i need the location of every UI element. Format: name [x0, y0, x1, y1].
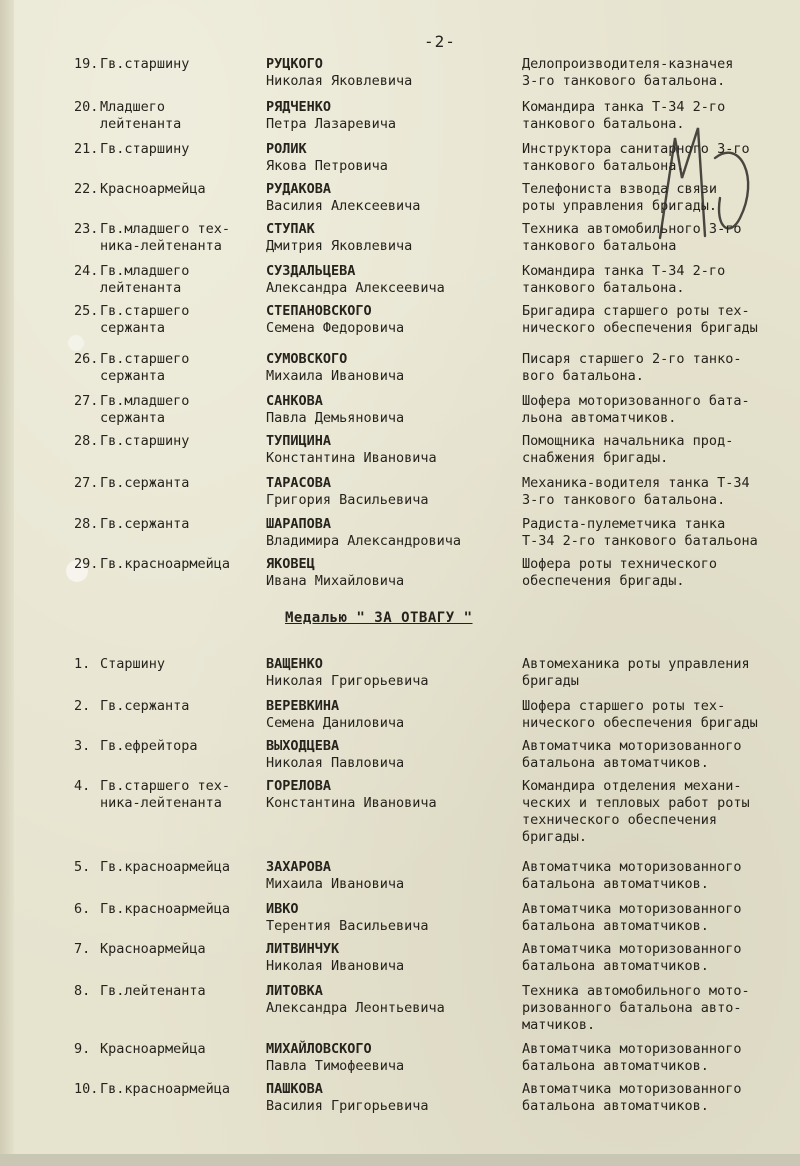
- rank-line-1: Гв.старшину: [100, 56, 190, 72]
- rank-line-1: Гв.старшего: [100, 351, 190, 367]
- given-names: Константина Ивановича: [266, 795, 437, 811]
- item-number: 23.: [74, 221, 99, 237]
- given-names: Семена Даниловича: [266, 715, 405, 731]
- position-line-1: Писаря старшего 2-го танко-: [522, 351, 742, 367]
- position-line-1: Радиста-пулеметчика танка: [522, 516, 726, 532]
- surname: ЛИТОВКА: [266, 983, 323, 999]
- position-line-1: Делопроизводителя-казначея: [522, 56, 734, 72]
- list-item: [0, 655, 800, 703]
- list-item: [0, 940, 800, 988]
- item-number: 7.: [74, 941, 91, 957]
- position-line-2: льона автоматчиков.: [522, 410, 677, 426]
- rank-line-1: Гв.старшину: [100, 433, 190, 449]
- position-line-2: бригады: [522, 673, 579, 689]
- surname: ТАРАСОВА: [266, 475, 332, 491]
- rank-line-1: Гв.сержанта: [100, 475, 190, 491]
- list-item: [0, 982, 800, 1033]
- position-line-1: Автоматчика моторизованного: [522, 901, 742, 917]
- given-names: Николая Яковлевича: [266, 73, 413, 89]
- surname: САНКОВА: [266, 393, 323, 409]
- given-names: Михаила Ивановича: [266, 876, 405, 892]
- position-line-2: танкового батальона.: [522, 280, 685, 296]
- item-number: 27.: [74, 475, 99, 491]
- position-line-2: нического обеспечения бригады: [522, 320, 758, 336]
- item-number: 4.: [74, 778, 91, 794]
- rank-line-1: Гв.младшего: [100, 393, 190, 409]
- rank-line-2: сержанта: [100, 368, 166, 384]
- rank-line-1: Гв.красноармейца: [100, 556, 231, 572]
- position-line-2: 3-го танкового батальона.: [522, 73, 726, 89]
- rank-line-1: Гв.сержанта: [100, 516, 190, 532]
- position-line-1: Техника автомобильного мото-: [522, 983, 750, 999]
- surname: СТУПАК: [266, 221, 315, 237]
- position-line-1: Командира танка Т-34 2-го: [522, 263, 726, 279]
- rank-line-1: Старшину: [100, 656, 166, 672]
- list-item: [0, 55, 800, 103]
- given-names: Александра Леонтьевича: [266, 1000, 445, 1016]
- position-line-1: Шофера моторизованного бата-: [522, 393, 750, 409]
- position-line-1: Автоматчика моторизованного: [522, 1081, 742, 1097]
- item-number: 10.: [74, 1081, 99, 1097]
- given-names: Константина Ивановича: [266, 450, 437, 466]
- item-number: 3.: [74, 738, 91, 754]
- rank-line-1: Младшего: [100, 99, 166, 115]
- item-number: 26.: [74, 351, 99, 367]
- position-line-2: батальона автоматчиков.: [522, 755, 709, 771]
- page-number: -2-: [424, 32, 456, 51]
- item-number: 24.: [74, 263, 99, 279]
- given-names: Терентия Васильевича: [266, 918, 429, 934]
- item-number: 19.: [74, 56, 99, 72]
- position-line-2: обеспечения бригады.: [522, 573, 685, 589]
- position-line-2: батальона автоматчиков.: [522, 876, 709, 892]
- position-line-3: матчиков.: [522, 1017, 596, 1033]
- list-item: [0, 858, 800, 906]
- surname: МИХАЙЛОВСКОГО: [266, 1041, 372, 1057]
- position-line-1: Бригадира старшего роты тех-: [522, 303, 750, 319]
- rank-line-1: Гв.красноармейца: [100, 901, 231, 917]
- rank-line-2: сержанта: [100, 410, 166, 426]
- item-number: 29.: [74, 556, 99, 572]
- rank-line-1: Красноармейца: [100, 181, 206, 197]
- rank-line-1: Гв.младшего тех-: [100, 221, 231, 237]
- item-number: 27.: [74, 393, 99, 409]
- given-names: Николая Ивановича: [266, 958, 405, 974]
- surname: СУЗДАЛЬЦЕВА: [266, 263, 356, 279]
- position-line-2: ризованного батальона авто-: [522, 1000, 742, 1016]
- rank-line-1: Гв.ефрейтора: [100, 738, 198, 754]
- surname: СУМОВСКОГО: [266, 351, 348, 367]
- surname: ВАЩЕНКО: [266, 656, 323, 672]
- item-number: 8.: [74, 983, 91, 999]
- position-line-1: Инструктора санитарного 3-го: [522, 141, 750, 157]
- handwritten-mark: [620, 118, 770, 248]
- position-line-1: Помощника начальника прод-: [522, 433, 734, 449]
- position-line-1: Шофера старшего роты тех-: [522, 698, 726, 714]
- given-names: Ивана Михайловича: [266, 573, 405, 589]
- item-number: 22.: [74, 181, 99, 197]
- position-line-1: Автоматчика моторизованного: [522, 1041, 742, 1057]
- item-number: 21.: [74, 141, 99, 157]
- position-line-2: ческих и тепловых работ роты: [522, 795, 750, 811]
- given-names: Григория Васильевича: [266, 492, 429, 508]
- surname: ИВКО: [266, 901, 299, 917]
- rank-line-1: Гв.лейтенанта: [100, 983, 206, 999]
- position-line-2: танкового батальона.: [522, 116, 685, 132]
- list-item: [0, 302, 800, 350]
- position-line-2: роты управления бригады.: [522, 198, 718, 214]
- list-item: [0, 1080, 800, 1128]
- item-number: 1.: [74, 656, 91, 672]
- rank-line-1: Красноармейца: [100, 1041, 206, 1057]
- surname: ШАРАПОВА: [266, 516, 332, 532]
- position-line-1: Автоматчика моторизованного: [522, 738, 742, 754]
- rank-line-2: лейтенанта: [100, 280, 182, 296]
- surname: ПАШКОВА: [266, 1081, 323, 1097]
- given-names: Николая Павловича: [266, 755, 405, 771]
- list-item: [0, 555, 800, 603]
- given-names: Николая Григорьевича: [266, 673, 429, 689]
- surname: СТЕПАНОВСКОГО: [266, 303, 372, 319]
- given-names: Павла Демьяновича: [266, 410, 405, 426]
- rank-line-2: сержанта: [100, 320, 166, 336]
- surname: РУДАКОВА: [266, 181, 332, 197]
- list-item: [0, 777, 800, 845]
- position-line-1: Командира танка Т-34 2-го: [522, 99, 726, 115]
- surname: ЗАХАРОВА: [266, 859, 332, 875]
- position-line-3: технического обеспечения: [522, 812, 718, 828]
- item-number: 5.: [74, 859, 91, 875]
- item-number: 25.: [74, 303, 99, 319]
- position-line-2: батальона автоматчиков.: [522, 1098, 709, 1114]
- position-line-2: батальона автоматчиков.: [522, 918, 709, 934]
- surname: ВЫХОДЦЕВА: [266, 738, 340, 754]
- given-names: Василия Григорьевича: [266, 1098, 429, 1114]
- position-line-2: нического обеспечения бригады: [522, 715, 758, 731]
- position-line-2: батальона автоматчиков.: [522, 958, 709, 974]
- given-names: Михаила Ивановича: [266, 368, 405, 384]
- surname: РОЛИК: [266, 141, 307, 157]
- rank-line-1: Красноармейца: [100, 941, 206, 957]
- rank-line-2: ника-лейтенанта: [100, 238, 222, 254]
- item-number: 9.: [74, 1041, 91, 1057]
- list-item: [0, 350, 800, 398]
- surname: ЛИТВИНЧУК: [266, 941, 340, 957]
- surname: ТУПИЦИНА: [266, 433, 332, 449]
- section-title: Медалью " ЗА ОТВАГУ ": [285, 610, 473, 626]
- position-line-1: Автоматчика моторизованного: [522, 941, 742, 957]
- rank-line-1: Гв.младшего: [100, 263, 190, 279]
- position-line-1: Командира отделения механи-: [522, 778, 742, 794]
- position-line-2: Т-34 2-го танкового батальона: [522, 533, 758, 549]
- position-line-1: Шофера роты технического: [522, 556, 718, 572]
- given-names: Якова Петровича: [266, 158, 388, 174]
- given-names: Владимира Александровича: [266, 533, 462, 549]
- position-line-1: Автоматчика моторизованного: [522, 859, 742, 875]
- surname: ЯКОВЕЦ: [266, 556, 315, 572]
- given-names: Павла Тимофеевича: [266, 1058, 405, 1074]
- page-bottom-strip: [0, 1154, 800, 1166]
- position-line-2: снабжения бригады.: [522, 450, 669, 466]
- rank-line-1: Гв.старшего: [100, 303, 190, 319]
- position-line-1: Автомеханика роты управления: [522, 656, 750, 672]
- surname: ВЕРЕВКИНА: [266, 698, 340, 714]
- rank-line-1: Гв.сержанта: [100, 698, 190, 714]
- surname: РЯДЧЕНКО: [266, 99, 332, 115]
- position-line-2: танкового батальона.: [522, 158, 685, 174]
- item-number: 28.: [74, 433, 99, 449]
- item-number: 28.: [74, 516, 99, 532]
- given-names: Василия Алексеевича: [266, 198, 421, 214]
- position-line-1: Механика-водителя танка Т-34: [522, 475, 750, 491]
- position-line-1: Техника автомобильного 3-го: [522, 221, 742, 237]
- surname: РУЦКОГО: [266, 56, 323, 72]
- item-number: 20.: [74, 99, 99, 115]
- given-names: Семена Федоровича: [266, 320, 405, 336]
- surname: ГОРЕЛОВА: [266, 778, 332, 794]
- position-line-2: танкового батальона: [522, 238, 677, 254]
- item-number: 6.: [74, 901, 91, 917]
- rank-line-2: лейтенанта: [100, 116, 182, 132]
- rank-line-1: Гв.старшину: [100, 141, 190, 157]
- rank-line-2: ника-лейтенанта: [100, 795, 222, 811]
- given-names: Дмитрия Яковлевича: [266, 238, 413, 254]
- position-line-2: 3-го танкового батальона.: [522, 492, 726, 508]
- given-names: Александра Алексеевича: [266, 280, 445, 296]
- position-line-2: вого батальона.: [522, 368, 644, 384]
- item-number: 2.: [74, 698, 91, 714]
- rank-line-1: Гв.красноармейца: [100, 859, 231, 875]
- rank-line-1: Гв.старшего тех-: [100, 778, 231, 794]
- given-names: Петра Лазаревича: [266, 116, 397, 132]
- position-line-2: батальона автоматчиков.: [522, 1058, 709, 1074]
- rank-line-1: Гв.красноармейца: [100, 1081, 231, 1097]
- position-line-4: бригады.: [522, 829, 588, 845]
- position-line-1: Телефониста взвода связи: [522, 181, 718, 197]
- list-item: [0, 432, 800, 480]
